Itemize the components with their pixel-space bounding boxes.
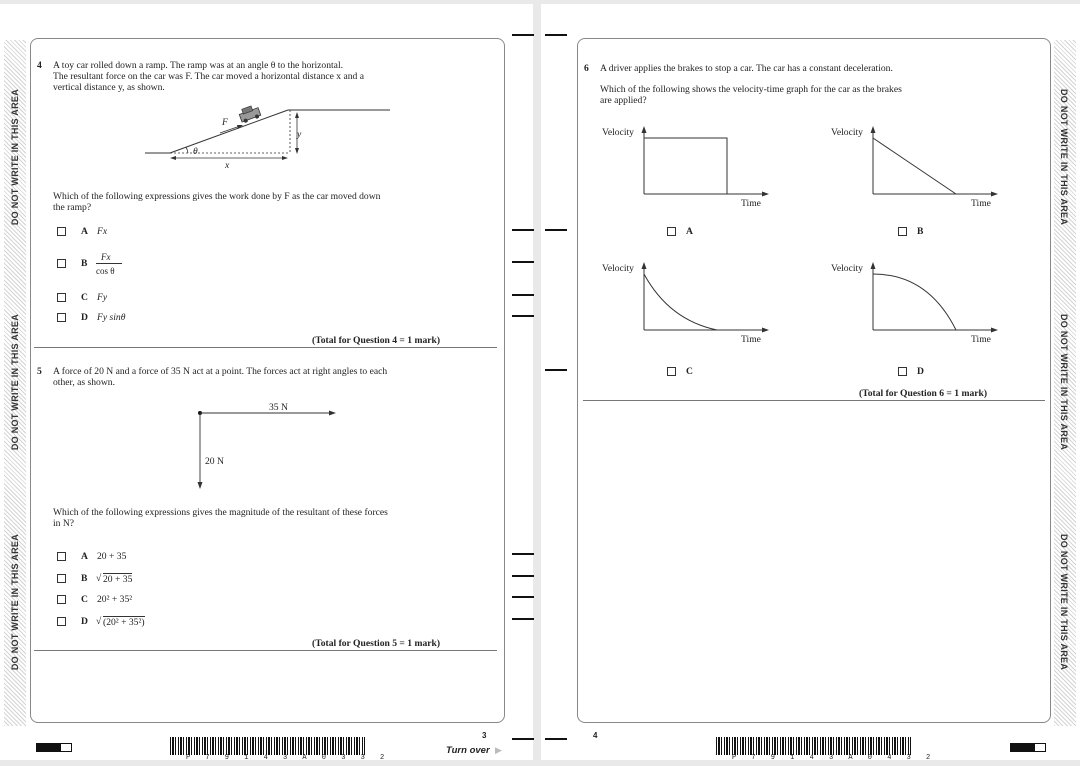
turn-over: Turn over [446, 745, 490, 756]
corner-block [1010, 743, 1046, 752]
graph-c-y-label: Velocity [602, 263, 634, 274]
q4-stem-line1: A toy car rolled down a ramp. The ramp was at an angle θ to the horizontal. [53, 60, 344, 71]
label-horizontal: x [225, 160, 230, 171]
q5-option-c-checkbox[interactable] [57, 595, 66, 604]
q5-option-c-letter: C [81, 594, 88, 605]
q4-option-c-letter: C [81, 292, 88, 303]
q4-divider [34, 347, 497, 348]
barcode-number: P 7 9 1 4 3 A 0 3 3 2 [186, 754, 390, 762]
q4-question-line1: Which of the following expressions gives the work done by F as the car moved down [53, 191, 381, 202]
q5-option-d-letter: D [81, 616, 88, 627]
q4-stem-line3: vertical distance y, as shown. [53, 82, 165, 93]
q5-option-b-letter: B [81, 573, 88, 584]
q6-stem-line1: A driver applies the brakes to stop a car. The car has a constant deceleration. [600, 63, 893, 74]
q6-question-line2: are applied? [600, 95, 647, 106]
q5-option-d-checkbox[interactable] [57, 617, 66, 626]
force-diagram [195, 408, 340, 492]
binding-mark [512, 553, 534, 555]
binding-mark [512, 315, 534, 317]
q6-divider [583, 400, 1045, 401]
force-35n-label: 35 N [269, 402, 288, 413]
binding-mark [512, 596, 534, 598]
graph-a-x-label: Time [741, 198, 761, 209]
q6-option-c-checkbox[interactable] [667, 367, 676, 376]
force-20n-label: 20 N [205, 456, 224, 467]
q5-option-a-checkbox[interactable] [57, 552, 66, 561]
graph-b-y-label: Velocity [831, 127, 863, 138]
binding-mark [512, 261, 534, 263]
binding-mark [512, 618, 534, 620]
right-page [541, 4, 1080, 760]
label-vertical: y [297, 129, 302, 140]
graph-a [639, 124, 774, 198]
q4-option-d-text: Fy sinθ [97, 312, 126, 323]
q4-option-c-checkbox[interactable] [57, 293, 66, 302]
graph-d-y-label: Velocity [831, 263, 863, 274]
q4-option-c-text: Fy [97, 292, 108, 303]
q6-question-line1: Which of the following shows the velocity-time graph for the car as the brakes [600, 84, 902, 95]
q5-option-b-text: 20 + 35 [103, 574, 133, 585]
sqrt-symbol: √ [96, 616, 102, 627]
barcode [170, 737, 365, 755]
q4-option-d-letter: D [81, 312, 88, 323]
q5-question-line1: Which of the following expressions gives the magnitude of the resultant of these forces [53, 507, 388, 518]
q4-total: (Total for Question 4 = 1 mark) [312, 335, 441, 346]
q6-option-b-checkbox[interactable] [898, 227, 907, 236]
q5-number: 5 [37, 366, 42, 377]
q4-option-b-letter: B [81, 258, 88, 269]
binding-mark [545, 738, 567, 740]
fraction-bar [96, 263, 122, 264]
binding-mark [512, 575, 534, 577]
barcode-number: P 7 9 1 4 3 A 0 4 3 2 [732, 754, 936, 762]
margin-warning: DO NOT WRITE IN THIS AREA [1059, 314, 1069, 451]
q4-number: 4 [37, 60, 42, 71]
binding-mark [512, 34, 534, 36]
graph-c [639, 260, 774, 334]
binding-mark [545, 369, 567, 371]
q5-option-a-letter: A [81, 551, 88, 562]
corner-block [36, 743, 72, 752]
margin-warning: DO NOT WRITE IN THIS AREA [10, 534, 20, 671]
q4-question-line2: the ramp? [53, 202, 92, 213]
q5-option-c-text: 20² + 35² [97, 594, 133, 605]
q6-option-a-letter: A [686, 226, 693, 237]
q5-total: (Total for Question 5 = 1 mark) [312, 638, 441, 649]
label-angle: θ [193, 146, 198, 157]
binding-mark [512, 229, 534, 231]
q5-option-a-text: 20 + 35 [97, 551, 127, 562]
graph-d [868, 260, 1003, 334]
margin-warning: DO NOT WRITE IN THIS AREA [10, 314, 20, 451]
margin-warning: DO NOT WRITE IN THIS AREA [1059, 534, 1069, 671]
q6-option-c-letter: C [686, 366, 693, 377]
binding-mark [512, 294, 534, 296]
q6-total: (Total for Question 6 = 1 mark) [859, 388, 988, 399]
q4-option-d-checkbox[interactable] [57, 313, 66, 322]
q6-option-d-letter: D [917, 366, 924, 377]
sqrt-symbol: √ [96, 573, 102, 584]
q4-option-a-text: Fx [97, 226, 108, 237]
binding-mark [545, 34, 567, 36]
barcode [716, 737, 911, 755]
binding-mark [545, 229, 567, 231]
graph-a-y-label: Velocity [602, 127, 634, 138]
q4-option-b-checkbox[interactable] [57, 259, 66, 268]
margin-warning: DO NOT WRITE IN THIS AREA [10, 89, 20, 226]
q4-option-b-denominator: cos θ [96, 266, 115, 276]
q5-stem-line2: other, as shown. [53, 377, 115, 388]
arrow-right-icon: ▶ [495, 745, 502, 755]
q4-option-a-checkbox[interactable] [57, 227, 66, 236]
q6-option-d-checkbox[interactable] [898, 367, 907, 376]
q5-stem-line1: A force of 20 N and a force of 35 N act at a point. The forces act at right angles to each [53, 366, 388, 377]
graph-c-x-label: Time [741, 334, 761, 345]
q6-option-b-letter: B [917, 226, 924, 237]
label-force: F [222, 117, 228, 128]
q5-option-d-text: (20² + 35²) [103, 617, 145, 628]
q5-option-b-checkbox[interactable] [57, 574, 66, 583]
margin-warning: DO NOT WRITE IN THIS AREA [1059, 89, 1069, 226]
q4-stem-line2: The resultant force on the car was F. The car moved a horizontal distance x and a [53, 71, 364, 82]
q4-option-a-letter: A [81, 226, 88, 237]
q5-divider [34, 650, 497, 651]
graph-d-x-label: Time [971, 334, 991, 345]
graph-b-x-label: Time [971, 198, 991, 209]
q6-number: 6 [584, 63, 589, 74]
q5-question-line2: in N? [53, 518, 75, 529]
page-number: 3 [482, 731, 487, 740]
graph-b [868, 124, 1003, 198]
page-number: 4 [593, 731, 598, 740]
q4-option-b-numerator: Fx [101, 252, 111, 262]
left-page [0, 4, 533, 760]
q6-option-a-checkbox[interactable] [667, 227, 676, 236]
binding-mark [512, 738, 534, 740]
ramp-diagram [140, 100, 400, 172]
